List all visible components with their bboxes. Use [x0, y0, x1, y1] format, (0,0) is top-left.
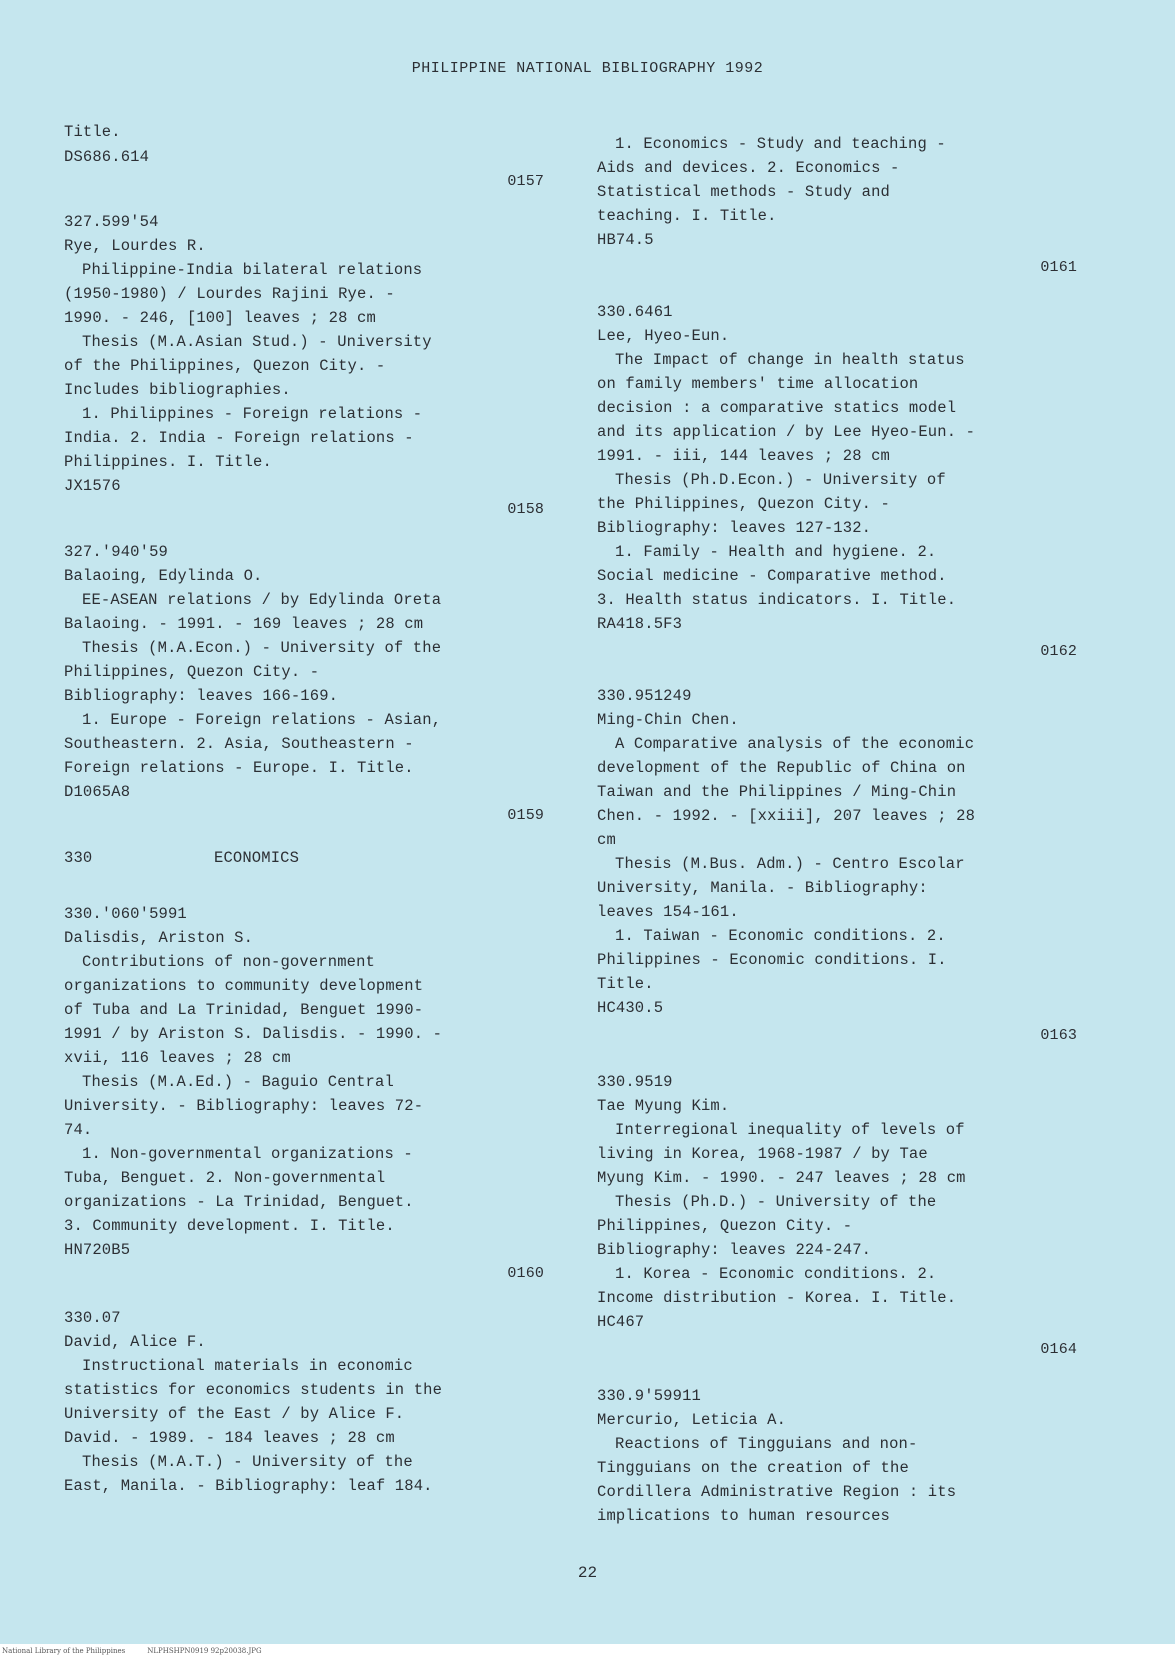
text-line: 1990. - 246, [100] leaves ; 28 cm [64, 309, 376, 327]
text-line: organizations to community development [64, 977, 424, 995]
text-line: David. - 1989. - 184 leaves ; 28 cm [64, 1429, 395, 1447]
text-line: Taiwan and the Philippines / Ming-Chin [597, 783, 957, 801]
text-line: Thesis (Ph.D.) - University of the [615, 1193, 937, 1211]
text-line: University, Manila. - Bibliography: [597, 879, 928, 897]
text-line: Thesis (M.Bus. Adm.) - Centro Escolar [615, 855, 965, 873]
text-line: 3. Health status indicators. I. Title. [597, 591, 957, 609]
entry-author: David, Alice F. [64, 1333, 206, 1351]
text-line: 1. Philippines - Foreign relations - [82, 405, 423, 423]
text-line: Includes bibliographies. [64, 381, 291, 399]
text-line: Philippines, Quezon City. - [64, 663, 320, 681]
text-line: Tuba, Benguet. 2. Non-governmental [64, 1169, 386, 1187]
text-line: statistics for economics students in the [64, 1381, 443, 1399]
entry-author: Balaoing, Edylinda O. [64, 567, 263, 585]
text-line: Thesis (M.A.Econ.) - University of the [82, 639, 442, 657]
page-header: PHILIPPINE NATIONAL BIBLIOGRAPHY 1992 [411, 60, 764, 77]
text-line: Reactions of Tingguians and non- [615, 1435, 918, 1453]
text-line: Tingguians on the creation of the [597, 1459, 909, 1477]
text-line: University. - Bibliography: leaves 72- [64, 1097, 424, 1115]
call-number: HB74.5 [597, 231, 654, 249]
text-line: Cordillera Administrative Region : its [597, 1483, 957, 1501]
page-number: 22 [577, 1564, 598, 1582]
text-line: Balaoing. - 1991. - 169 leaves ; 28 cm [64, 615, 424, 633]
text-line: EE-ASEAN relations / by Edylinda Oreta [82, 591, 442, 609]
text-line: Bibliography: leaves 127-132. [597, 519, 872, 537]
text-line: Thesis (M.A.Asian Stud.) - University [82, 333, 432, 351]
entry-number: 0160 [507, 1265, 544, 1282]
text-line: Interregional inequality of levels of [615, 1121, 965, 1139]
text-line: 1991 / by Ariston S. Dalisdis. - 1990. - [64, 1025, 443, 1043]
text-line: Thesis (Ph.D.Econ.) - University of [615, 471, 946, 489]
text-line: 1. Korea - Economic conditions. 2. [615, 1265, 937, 1283]
classification-number: 327.'940'59 [64, 543, 168, 561]
text-line: cm [597, 831, 616, 849]
text-line: Instructional materials in economic [82, 1357, 413, 1375]
text-line: 1. Europe - Foreign relations - Asian, [82, 711, 442, 729]
entry-number: 0162 [1040, 643, 1077, 660]
text-line: 1. Economics - Study and teaching - [615, 135, 946, 153]
text-line: Chen. - 1992. - [xxiii], 207 leaves ; 28 [597, 807, 976, 825]
text-line: the Philippines, Quezon City. - [597, 495, 890, 513]
entry-author: Dalisdis, Ariston S. [64, 929, 254, 947]
text-line: Aids and devices. 2. Economics - [597, 159, 900, 177]
entry-author: Tae Myung Kim. [597, 1097, 730, 1115]
text-line: Title. [64, 123, 121, 141]
classification-number: 330.'060'5991 [64, 905, 187, 923]
footer-library: National Library of the Philippines [2, 1647, 126, 1655]
text-line: Title. [597, 975, 654, 993]
text-line: decision : a comparative statics model [597, 399, 957, 417]
text-line: (1950-1980) / Lourdes Rajini Rye. - [64, 285, 395, 303]
text-line: teaching. I. Title. [597, 207, 777, 225]
text-line: Thesis (M.A.Ed.) - Baguio Central [82, 1073, 394, 1091]
classification-number: 330.9'59911 [597, 1387, 701, 1405]
text-line: Bibliography: leaves 224-247. [597, 1241, 872, 1259]
entry-author: Rye, Lourdes R. [64, 237, 206, 255]
text-line: Philippines. I. Title. [64, 453, 272, 471]
text-line: living in Korea, 1968-1987 / by Tae [597, 1145, 928, 1163]
entry-number: 0161 [1040, 259, 1077, 276]
text-line: Philippines, Quezon City. - [597, 1217, 853, 1235]
classification-number: 330.07 [64, 1309, 121, 1327]
text-line: 3. Community development. I. Title. [64, 1217, 395, 1235]
entry-number: 0157 [507, 173, 544, 190]
entry-number: 0163 [1040, 1027, 1077, 1044]
entry-author: Lee, Hyeo-Eun. [597, 327, 730, 345]
text-line: Foreign relations - Europe. I. Title. [64, 759, 414, 777]
text-line: development of the Republic of China on [597, 759, 966, 777]
text-line: Myung Kim. - 1990. - 247 leaves ; 28 cm [597, 1169, 966, 1187]
text-line: implications to human resources [597, 1507, 890, 1525]
call-number: D1065A8 [64, 783, 131, 801]
text-line: 1991. - iii, 144 leaves ; 28 cm [597, 447, 890, 465]
text-line: Income distribution - Korea. I. Title. [597, 1289, 957, 1307]
call-number: HC467 [597, 1313, 645, 1331]
text-line: Contributions of non-government [82, 953, 375, 971]
text-line: of Tuba and La Trinidad, Benguet 1990- [64, 1001, 424, 1019]
entry-number: 0164 [1040, 1341, 1077, 1358]
text-line: and its application / by Lee Hyeo-Eun. - [597, 423, 976, 441]
text-line: xvii, 116 leaves ; 28 cm [64, 1049, 291, 1067]
text-line: Bibliography: leaves 166-169. [64, 687, 339, 705]
text-line: East, Manila. - Bibliography: leaf 184. [64, 1477, 433, 1495]
text-line: University of the East / by Alice F. [64, 1405, 405, 1423]
text-line: 1. Taiwan - Economic conditions. 2. [615, 927, 946, 945]
text-line: Thesis (M.A.T.) - University of the [82, 1453, 413, 1471]
text-line: Philippine-India bilateral relations [82, 261, 423, 279]
entry-author: Mercurio, Leticia A. [597, 1411, 787, 1429]
text-line: 74. [64, 1121, 93, 1139]
text-line: of the Philippines, Quezon City. - [64, 357, 386, 375]
text-line: India. 2. India - Foreign relations - [64, 429, 414, 447]
classification-number: 330.6461 [597, 303, 673, 321]
text-line: organizations - La Trinidad, Benguet. [64, 1193, 414, 1211]
text-line: A Comparative analysis of the economic [615, 735, 975, 753]
call-number: JX1576 [64, 477, 121, 495]
call-number: HN720B5 [64, 1241, 131, 1259]
section-code: 330 [64, 849, 93, 867]
entry-author: Ming-Chin Chen. [597, 711, 739, 729]
classification-number: 330.9519 [597, 1073, 673, 1091]
text-line: Philippines - Economic conditions. I. [597, 951, 947, 969]
text-line: leaves 154-161. [597, 903, 739, 921]
call-number: RA418.5F3 [597, 615, 683, 633]
text-line: Statistical methods - Study and [597, 183, 890, 201]
text-line: Southeastern. 2. Asia, Southeastern - [64, 735, 414, 753]
text-line: Social medicine - Comparative method. [597, 567, 947, 585]
footer-file: NLPHSHPN0919 92p20038.JPG [147, 1647, 262, 1655]
entry-number: 0159 [507, 807, 544, 824]
text-line: 1. Family - Health and hygiene. 2. [615, 543, 937, 561]
entry-number: 0158 [507, 501, 544, 518]
call-number: HC430.5 [597, 999, 664, 1017]
text-line: 1. Non-governmental organizations - [82, 1145, 413, 1163]
scan-footer [0, 1644, 1175, 1658]
text-line: The Impact of change in health status [615, 351, 965, 369]
classification-number: 327.599'54 [64, 213, 159, 231]
classification-number: 330.951249 [597, 687, 692, 705]
text-line: on family members' time allocation [597, 375, 919, 393]
section-title: ECONOMICS [214, 849, 300, 867]
call-number: DS686.614 [64, 148, 150, 166]
